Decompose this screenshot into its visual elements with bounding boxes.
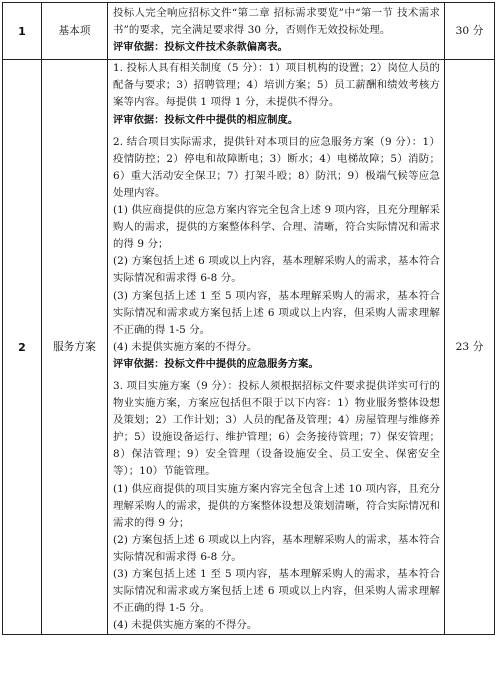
evaluation-basis: 评审依据：投标文件中提供的相应制度。 — [113, 114, 299, 126]
score-value: 30 分 — [445, 3, 495, 60]
item-name: 服务方案 — [42, 60, 108, 635]
scoring-table — [2, 2, 495, 635]
criteria-text: (2) 方案包括上述 6 项或以上内容，基本理解采购人的需求，基本符合实际情况和需求得 6-8 分。 — [113, 255, 440, 285]
criteria-text: (4) 未提供实施方案的不得分。 — [113, 340, 258, 353]
criteria-text: (3) 方案包括上述 1 至 5 项内容，基本理解采购人的需求，基本符合实际情况和需求或方案包括上述 6 项或以上内容，但采购人需求理解不正确的得 1-5 分。 — [113, 568, 440, 615]
criteria-text: 1. 投标人具有相关制度（5 分）：1）项目机构的设置；2）岗位人员的配备与要求；3）招聘管理；4）培训方案；5）员工薪酬和绩效考核方案等内容。每提供 1 项得 1 分，未提供不得分。 — [113, 62, 440, 109]
table-row — [3, 60, 495, 635]
criteria-text: 2. 结合项目实际需求，提供针对本项目的应急服务方案（9 分）：1）疫情防控；2）停电和故障断电；3）断水；4）电梯故障；5）消防；6）重大活动安全保卫；7）打架斗殴；8）防汛；9）极端气候等应急处理内容。 — [113, 135, 440, 199]
evaluation-basis: 评审依据：投标文件中提供的应急服务方案。 — [113, 358, 319, 370]
criteria-text: (3) 方案包括上述 1 至 5 项内容，基本理解采购人的需求，基本符合实际情况和需求或方案包括上述 6 项或以上内容，但采购人需求理解不正确的得 1-5 分。 — [113, 289, 440, 336]
criteria-cell — [108, 3, 445, 60]
criteria-text: (2) 方案包括上述 6 项或以上内容，基本理解采购人的需求，基本符合实际情况和需求得 6-8 分。 — [113, 533, 440, 563]
row-number: 2 — [3, 60, 42, 635]
criteria-text: 投标人完全响应招标文件“第二章 招标需求要览”中“第一节 技术需求书”的要求，完全满足要求得 30 分，否则作无效投标处理。 — [113, 7, 440, 37]
criteria-text: (1) 供应商提供的应急方案内容完全包含上述 9 项内容，且充分理解采购人的需求，提供的方案整体科学、合理、清晰，符合实际情况和需求的得 9 分； — [113, 204, 440, 251]
criteria-section-staffing — [113, 60, 440, 128]
criteria-cell — [108, 60, 445, 635]
evaluation-basis: 评审依据：投标文件技术条款偏离表。 — [113, 42, 288, 54]
criteria-section-implementation — [113, 378, 440, 634]
row-number: 1 — [3, 3, 42, 60]
score-value: 23 分 — [445, 60, 495, 635]
item-name: 基本项 — [42, 3, 108, 60]
table-row — [3, 3, 495, 60]
criteria-text: 3. 项目实施方案（9 分）：投标人须根据招标文件要求提供详实可行的物业实施方案，方案应包括但不限于以下内容：1）物业服务整体设想及策划；2）工作计划；3）人员的配备及管理；4）房屋管理与维修养护；5）设施设备运行、维护管理；6）会务接待管理；7）保安管理；8）保洁管理；9）安全管理（设备设施安全、员工安全、保密安全等）；10）节能管理。 — [113, 379, 440, 478]
criteria-text: (1) 供应商提供的项目实施方案内容完全包含上述 10 项内容，且充分理解采购人的需求，提供的方案整体设想及策划清晰，符合实际情况和需求的得 9 分； — [113, 482, 440, 529]
criteria-text: (4) 未提供实施方案的不得分。 — [113, 619, 258, 632]
criteria-section-emergency — [113, 134, 440, 373]
